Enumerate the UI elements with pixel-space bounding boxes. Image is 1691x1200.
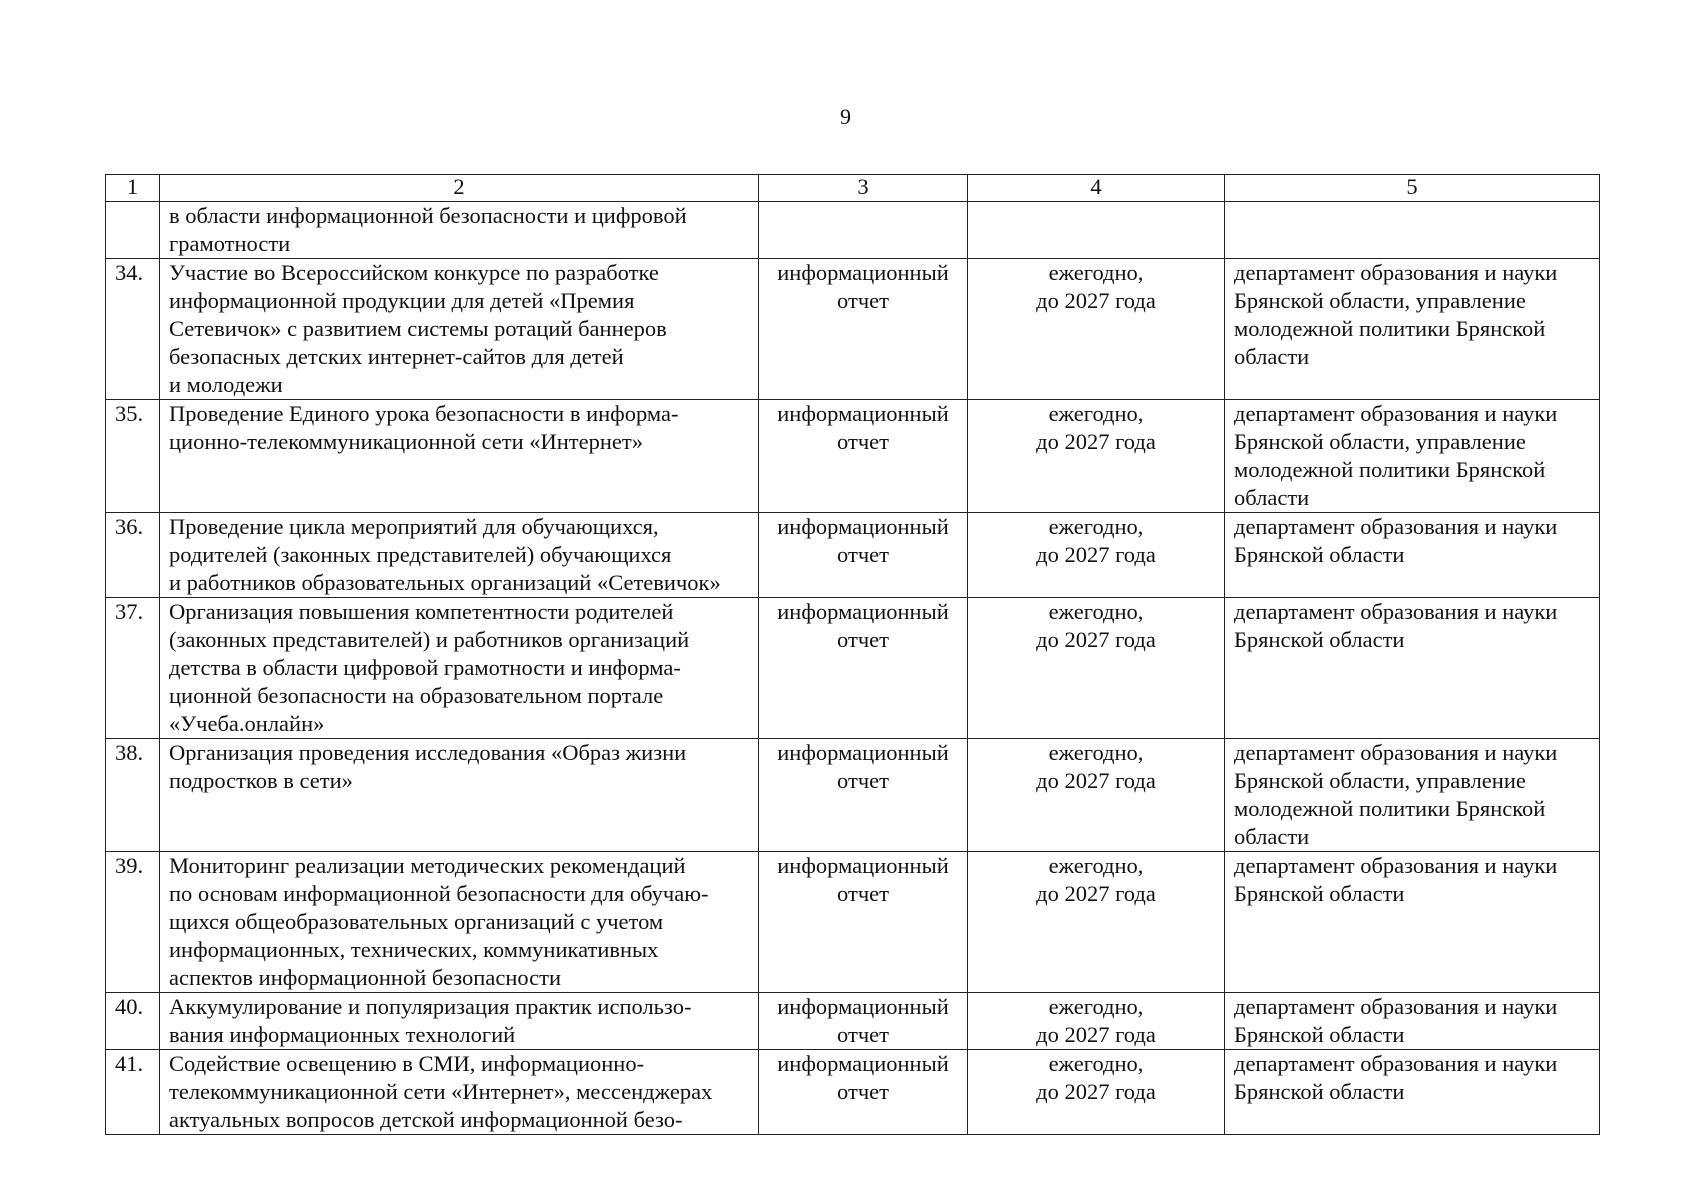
- deadline: ежегодно, до 2027 года: [968, 739, 1225, 852]
- deadline: ежегодно, до 2027 года: [968, 1050, 1225, 1135]
- row-number: [106, 202, 160, 259]
- report-form: информационный отчет: [759, 993, 968, 1050]
- row-number: 40.: [106, 993, 160, 1050]
- report-form: информационный отчет: [759, 513, 968, 598]
- report-form: информационный отчет: [759, 739, 968, 852]
- row-number: 37.: [106, 598, 160, 739]
- table-row: [106, 739, 1600, 852]
- table-row: [106, 259, 1600, 400]
- responsible: департамент образования и науки Брянской области: [1225, 513, 1600, 598]
- deadline: ежегодно, до 2027 года: [968, 598, 1225, 739]
- measure-description: в области информационной безопасности и цифровой грамотности: [160, 202, 759, 259]
- measure-description: Проведение цикла мероприятий для обучающихся, родителей (законных представителей) обучающихся и работников образовательных организаций «Сетевичок»: [160, 513, 759, 598]
- table-header: [106, 175, 1600, 202]
- row-number: 35.: [106, 400, 160, 513]
- report-form: информационный отчет: [759, 1050, 968, 1135]
- report-form: информационный отчет: [759, 852, 968, 993]
- deadline: ежегодно, до 2027 года: [968, 400, 1225, 513]
- table-body: [106, 202, 1600, 1135]
- deadline: ежегодно, до 2027 года: [968, 513, 1225, 598]
- column-header: 1: [106, 175, 160, 202]
- measure-description: Содействие освещению в СМИ, информационно- телекоммуникационной сети «Интернет», мессенджерах актуальных вопросов детской информационной безо-: [160, 1050, 759, 1135]
- continuation-row: [106, 202, 1600, 259]
- deadline: ежегодно, до 2027 года: [968, 852, 1225, 993]
- table-row: [106, 513, 1600, 598]
- responsible: департамент образования и науки Брянской области, управление молодежной политики Брянской области: [1225, 400, 1600, 513]
- table-row: [106, 400, 1600, 513]
- deadline: [968, 202, 1225, 259]
- row-number: 36.: [106, 513, 160, 598]
- column-header: 5: [1225, 175, 1600, 202]
- table-row: [106, 993, 1600, 1050]
- column-header: 4: [968, 175, 1225, 202]
- report-form: [759, 202, 968, 259]
- responsible: [1225, 202, 1600, 259]
- measure-description: Организация повышения компетентности родителей (законных представителей) и работников организаций детства в области цифровой грамотности и информа- ционной безопасности на образовательном портале «Учеба.онлайн»: [160, 598, 759, 739]
- deadline: ежегодно, до 2027 года: [968, 259, 1225, 400]
- measures-table: [105, 174, 1600, 1135]
- responsible: департамент образования и науки Брянской области: [1225, 993, 1600, 1050]
- row-number: 39.: [106, 852, 160, 993]
- deadline: ежегодно, до 2027 года: [968, 993, 1225, 1050]
- responsible: департамент образования и науки Брянской области: [1225, 598, 1600, 739]
- responsible: департамент образования и науки Брянской области, управление молодежной политики Брянской области: [1225, 739, 1600, 852]
- measure-description: Проведение Единого урока безопасности в информа- ционно-телекоммуникационной сети «Интернет»: [160, 400, 759, 513]
- report-form: информационный отчет: [759, 259, 968, 400]
- responsible: департамент образования и науки Брянской области, управление молодежной политики Брянской области: [1225, 259, 1600, 400]
- column-header: 3: [759, 175, 968, 202]
- table-row: [106, 598, 1600, 739]
- report-form: информационный отчет: [759, 598, 968, 739]
- table-row: [106, 1050, 1600, 1135]
- measure-description: Аккумулирование и популяризация практик использо- вания информационных технологий: [160, 993, 759, 1050]
- row-number: 41.: [106, 1050, 160, 1135]
- row-number: 38.: [106, 739, 160, 852]
- report-form: информационный отчет: [759, 400, 968, 513]
- measure-description: Мониторинг реализации методических рекомендаций по основам информационной безопасности для обучаю- щихся общеобразовательных организаций с учетом информационных, технических, коммуникативных аспектов информационной безопасности: [160, 852, 759, 993]
- responsible: департамент образования и науки Брянской области: [1225, 1050, 1600, 1135]
- page-number: 9: [840, 104, 851, 129]
- header-row: [106, 175, 1600, 202]
- table-row: [106, 852, 1600, 993]
- measure-description: Участие во Всероссийском конкурсе по разработке информационной продукции для детей «Премия Сетевичок» с развитием системы ротаций баннеров безопасных детских интернет-сайтов для детей и молодежи: [160, 259, 759, 400]
- column-header: 2: [160, 175, 759, 202]
- row-number: 34.: [106, 259, 160, 400]
- measure-description: Организация проведения исследования «Образ жизни подростков в сети»: [160, 739, 759, 852]
- responsible: департамент образования и науки Брянской области: [1225, 852, 1600, 993]
